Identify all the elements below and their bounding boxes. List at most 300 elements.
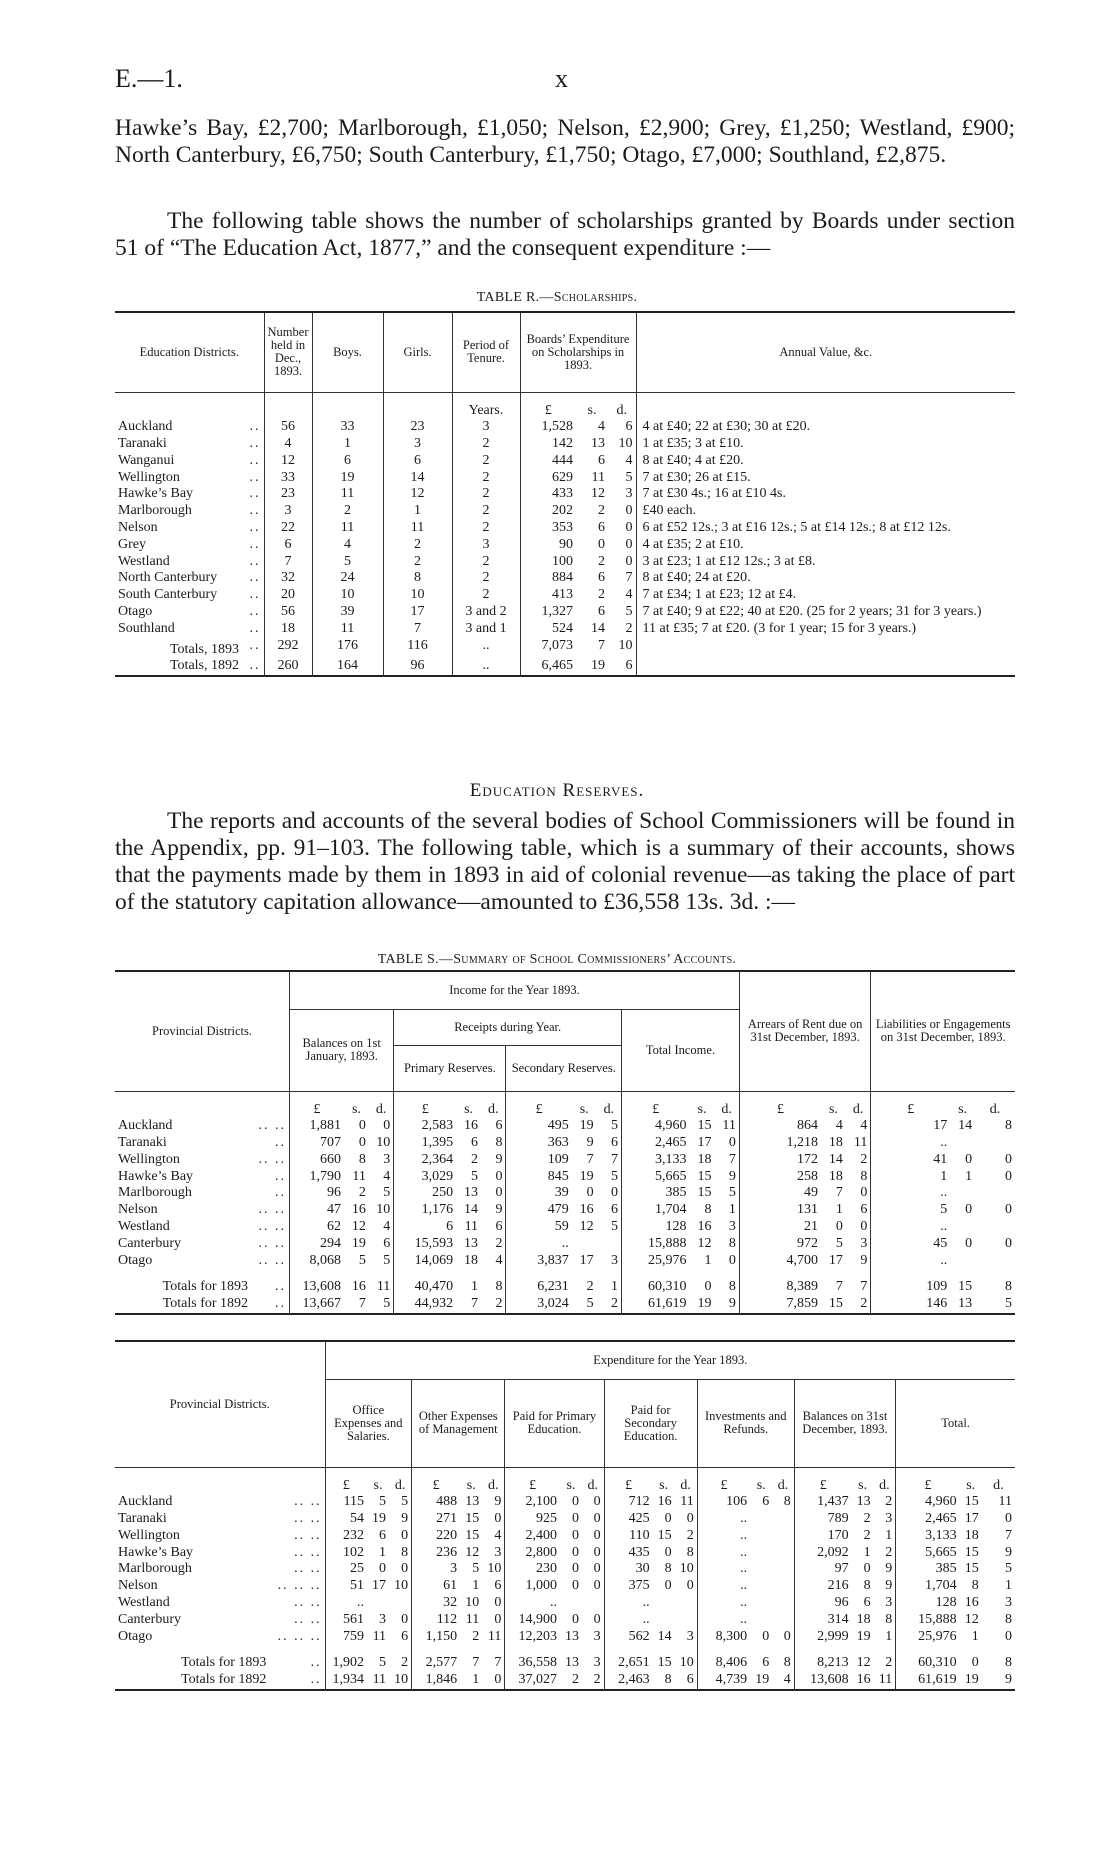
number-held: 3 xyxy=(264,503,312,520)
unit-shillings: s. xyxy=(566,1477,576,1493)
secondary-reserves-shillings: 12 xyxy=(579,1219,594,1235)
investments-pounds: .. xyxy=(740,1561,748,1577)
liabilities-pounds: 109 xyxy=(926,1279,948,1295)
paid-secondary-shillings: 0 xyxy=(664,1511,672,1527)
liabilities-pence: 0 xyxy=(1005,1151,1012,1167)
totals-label: Totals for 1893 xyxy=(162,1279,249,1295)
office-expenses-shillings: 17 xyxy=(372,1578,387,1594)
period-of-tenure: .. xyxy=(452,658,520,676)
investments-shillings xyxy=(750,1578,772,1595)
paid-primary-pence: 0 xyxy=(582,1578,604,1595)
number-held: 292 xyxy=(264,638,312,659)
district-row xyxy=(115,1545,1015,1562)
boys-count: 5 xyxy=(312,554,383,571)
totals-row xyxy=(115,1279,1015,1296)
annual-value: 8 at £40; 4 at £20. xyxy=(642,452,744,468)
investments-shillings xyxy=(750,1595,772,1612)
expenditure-shillings: 4 xyxy=(598,419,605,435)
unit-pounds: £ xyxy=(421,1101,429,1117)
paid-secondary-shillings: 15 xyxy=(657,1655,672,1671)
secondary-reserves-pounds: 845 xyxy=(547,1168,569,1184)
paid-primary-pounds: 2,800 xyxy=(525,1544,557,1560)
secondary-reserves-pounds: 3,024 xyxy=(537,1296,569,1312)
leader-dots: .. xyxy=(242,621,264,638)
header-other-expenses: Other Expenses of Management xyxy=(412,1379,505,1467)
primary-reserves-shillings: 5 xyxy=(471,1168,479,1184)
girls-count: 96 xyxy=(383,658,452,676)
paid-secondary-pounds: .. xyxy=(642,1595,650,1611)
unit-pence: d. xyxy=(874,1478,896,1495)
expenditure-shillings: 2 xyxy=(598,587,605,603)
balances-pence: 10 xyxy=(369,1202,394,1219)
expenditure-pounds: 100 xyxy=(552,553,573,569)
header-receipts-during-year: Receipts during Year. xyxy=(394,1009,622,1045)
paid-secondary-pence xyxy=(675,1595,698,1612)
secondary-reserves-shillings: 2 xyxy=(586,1279,594,1295)
unit-pence: d. xyxy=(582,1478,604,1495)
expenditure-shillings: 14 xyxy=(591,620,605,636)
period-of-tenure: 2 xyxy=(452,520,520,537)
district-row xyxy=(115,453,1015,470)
balances-pounds: 789 xyxy=(827,1511,849,1527)
paid-primary-pence: 2 xyxy=(582,1672,604,1690)
unit-pence: d. xyxy=(675,1478,698,1495)
primary-reserves-pounds: 1,395 xyxy=(421,1135,454,1151)
header-boards-expenditure: Boards’ Expenditure on Scholarships in 1893. xyxy=(520,312,636,392)
leader-dots: .. xyxy=(242,570,264,587)
arrears-pounds: 7,859 xyxy=(786,1296,818,1312)
paid-secondary-pence: 0 xyxy=(675,1511,698,1528)
table-s-caption-title: Summary of School Commissioners’ Accounts. xyxy=(453,952,737,967)
other-expenses-pounds: 32 xyxy=(443,1595,458,1611)
primary-reserves-pence: 9 xyxy=(481,1152,506,1169)
balances-pounds: 96 xyxy=(834,1595,849,1611)
total-income-shillings: 15 xyxy=(697,1168,712,1184)
paid-secondary-pounds: 2,463 xyxy=(618,1672,650,1688)
balances-pounds: 216 xyxy=(827,1578,849,1594)
period-of-tenure: 2 xyxy=(452,570,520,587)
secondary-reserves-shillings xyxy=(572,1236,597,1253)
total-pence: 11 xyxy=(998,1494,1012,1510)
unit-pence: d. xyxy=(369,1102,394,1119)
paid-secondary-pounds: 375 xyxy=(628,1578,650,1594)
liabilities-pounds: 45 xyxy=(933,1235,948,1251)
paid-secondary-shillings: 8 xyxy=(664,1561,672,1577)
unit-shillings: s. xyxy=(756,1477,766,1493)
investments-pence: 4 xyxy=(772,1672,794,1690)
leader-dots: .. xyxy=(251,1169,290,1186)
liabilities-shillings xyxy=(950,1185,975,1202)
district-row xyxy=(115,520,1015,537)
liabilities-pounds: .. xyxy=(940,1135,948,1151)
office-expenses-pounds: 1,934 xyxy=(332,1672,364,1688)
secondary-reserves-pence: 1 xyxy=(597,1279,622,1296)
annual-value: 1 at £35; 3 at £10. xyxy=(642,436,744,452)
annual-value xyxy=(636,658,1015,676)
number-held: 6 xyxy=(264,537,312,554)
district-row xyxy=(115,1219,1015,1236)
unit-pounds: £ xyxy=(625,1477,633,1493)
girls-count: 1 xyxy=(383,503,452,520)
paid-primary-pence: 0 xyxy=(582,1561,604,1578)
paid-primary-pounds: 1,000 xyxy=(525,1578,557,1594)
investments-shillings: 0 xyxy=(762,1628,770,1644)
district-name: Wellington xyxy=(118,1151,180,1167)
expenditure-shillings: 0 xyxy=(598,536,605,552)
balances-pounds: 13,608 xyxy=(302,1279,341,1295)
district-row xyxy=(115,570,1015,587)
header-expenditure-for-year: Expenditure for the Year 1893. xyxy=(325,1341,1015,1379)
total-income-pence: 7 xyxy=(714,1152,739,1169)
investments-pence xyxy=(772,1561,794,1578)
district-name: Nelson xyxy=(118,1578,158,1594)
district-name: Hawke’s Bay xyxy=(118,486,194,502)
balances-shillings: 2 xyxy=(358,1185,366,1201)
district-row xyxy=(115,554,1015,571)
total-income-pounds: 3,133 xyxy=(655,1151,687,1167)
balances-shillings: 16 xyxy=(351,1202,366,1218)
office-expenses-pence: 0 xyxy=(389,1612,412,1629)
unit-pounds: £ xyxy=(313,1101,321,1117)
other-expenses-pence: 0 xyxy=(482,1511,505,1528)
paid-secondary-shillings: 8 xyxy=(664,1672,672,1688)
total-income-shillings: 1 xyxy=(704,1252,712,1268)
total-income-pounds: 1,704 xyxy=(655,1202,687,1218)
other-expenses-pounds: 220 xyxy=(436,1527,458,1543)
paid-primary-pounds: 12,203 xyxy=(518,1628,557,1644)
liabilities-shillings: 0 xyxy=(965,1151,973,1167)
scholarship-paragraph: The following table shows the number of scholarships granted by Boards under section 51 of “The Education Act, 1877,” and the consequent expenditure :— xyxy=(115,208,1015,261)
arrears-pence: 11 xyxy=(846,1135,871,1152)
district-row xyxy=(115,1578,1015,1595)
paid-secondary-pence xyxy=(675,1612,698,1629)
leader-dots: .. xyxy=(251,1279,290,1296)
liabilities-pence xyxy=(975,1219,1015,1236)
balances-shillings: 8 xyxy=(358,1151,366,1167)
arrears-pence: 6 xyxy=(846,1202,871,1219)
district-row xyxy=(115,1629,1015,1646)
primary-reserves-shillings: 18 xyxy=(464,1252,479,1268)
liabilities-pounds: 1 xyxy=(940,1168,948,1184)
secondary-reserves-pence: 6 xyxy=(597,1135,622,1152)
expenditure-pounds: 202 xyxy=(552,503,573,519)
office-expenses-pounds: 51 xyxy=(350,1578,364,1594)
period-of-tenure: 2 xyxy=(452,453,520,470)
district-name: South Canterbury xyxy=(118,587,218,603)
paid-secondary-pence: 3 xyxy=(675,1629,698,1646)
balances-shillings: 0 xyxy=(358,1118,366,1134)
district-row xyxy=(115,436,1015,453)
total-shillings: 18 xyxy=(964,1527,979,1543)
girls-count: 2 xyxy=(383,537,452,554)
expenditure-pounds: 444 xyxy=(552,452,573,468)
other-expenses-pence: 6 xyxy=(482,1578,505,1595)
annual-value: 3 at £23; 1 at £12 12s.; 3 at £8. xyxy=(642,553,816,569)
paid-secondary-pounds: 435 xyxy=(628,1544,650,1560)
girls-count: 23 xyxy=(383,419,452,436)
office-expenses-shillings: 5 xyxy=(379,1655,387,1671)
unit-shillings: s. xyxy=(351,1101,361,1117)
total-pounds: 385 xyxy=(935,1561,957,1577)
expenditure-shillings: 6 xyxy=(598,452,605,468)
table-r-caption xyxy=(0,290,1114,306)
leader-dots: .. .. .. xyxy=(269,1629,325,1646)
liabilities-pounds: .. xyxy=(940,1185,948,1201)
total-income-pounds: 60,310 xyxy=(648,1279,687,1295)
unit-years: Years. xyxy=(452,403,520,420)
investments-pence: 8 xyxy=(772,1494,794,1511)
paid-primary-pounds: 230 xyxy=(535,1561,557,1577)
expenditure-pence: 0 xyxy=(608,537,636,554)
total-income-shillings: 17 xyxy=(697,1135,712,1151)
unit-pence: d. xyxy=(714,1102,739,1119)
period-of-tenure: 2 xyxy=(452,470,520,487)
paid-primary-shillings: 2 xyxy=(572,1672,580,1688)
balances-pounds: 314 xyxy=(827,1611,849,1627)
district-row xyxy=(115,1528,1015,1545)
balances-pounds: 13,608 xyxy=(810,1672,849,1688)
header-total: Total. xyxy=(896,1379,1015,1467)
district-name: Otago xyxy=(118,1252,153,1268)
number-held: 7 xyxy=(264,554,312,571)
balances-shillings: 16 xyxy=(856,1672,871,1688)
unit-pounds: £ xyxy=(776,1101,784,1117)
unit-shillings: s. xyxy=(828,1101,838,1117)
header-total-income: Total Income. xyxy=(622,1009,740,1091)
district-name: Nelson xyxy=(118,1202,158,1218)
investments-shillings: 6 xyxy=(762,1494,770,1510)
leader-dots: .. xyxy=(242,453,264,470)
other-expenses-pounds: 61 xyxy=(443,1578,458,1594)
liabilities-shillings: 13 xyxy=(958,1296,973,1312)
totals-row xyxy=(115,1296,1015,1314)
expenditure-pence: 0 xyxy=(608,554,636,571)
leader-dots: .. .. xyxy=(251,1253,290,1270)
other-expenses-pounds: 3 xyxy=(450,1561,458,1577)
district-name: Taranaki xyxy=(118,1511,167,1527)
paid-primary-pounds: .. xyxy=(549,1595,557,1611)
district-row xyxy=(115,1152,1015,1169)
girls-count: 116 xyxy=(383,638,452,659)
balances-shillings: 12 xyxy=(351,1219,366,1235)
page-number: x xyxy=(555,64,568,93)
district-name: Hawke’s Bay xyxy=(118,1168,194,1184)
unit-shillings: s. xyxy=(958,1101,968,1117)
arrears-shillings: 14 xyxy=(828,1151,843,1167)
total-income-pence: 0 xyxy=(714,1253,739,1270)
expenditure-shillings: 6 xyxy=(598,520,605,536)
liabilities-pence xyxy=(975,1135,1015,1152)
primary-reserves-pence: 8 xyxy=(481,1135,506,1152)
header-liabilities: Liabilities or Engagements on 31st December, 1893. xyxy=(871,971,1015,1091)
unit-pence: d. xyxy=(608,403,636,420)
girls-count: 8 xyxy=(383,570,452,587)
expenditure-pence: 4 xyxy=(608,587,636,604)
balances-pounds: 8,213 xyxy=(817,1655,849,1671)
balances-pounds: 97 xyxy=(834,1561,849,1577)
liabilities-pence: 8 xyxy=(1005,1279,1012,1295)
other-expenses-pounds: 1,846 xyxy=(425,1672,458,1688)
liabilities-pence: 5 xyxy=(1005,1296,1012,1312)
total-pounds: 60,310 xyxy=(918,1655,957,1671)
header-balances-1st-january: Balances on 1st January, 1893. xyxy=(290,1009,394,1091)
paid-secondary-pence: 10 xyxy=(675,1655,698,1672)
secondary-reserves-pounds: 479 xyxy=(547,1202,569,1218)
district-row xyxy=(115,1595,1015,1612)
paid-secondary-shillings: 14 xyxy=(657,1628,672,1644)
office-expenses-shillings xyxy=(367,1595,389,1612)
total-income-pence: 9 xyxy=(714,1296,739,1314)
number-held: 33 xyxy=(264,470,312,487)
boys-count: 2 xyxy=(312,503,383,520)
unit-pence: d. xyxy=(993,1477,1004,1493)
balances-shillings: 0 xyxy=(358,1135,366,1151)
total-income-pounds: 128 xyxy=(665,1219,687,1235)
primary-reserves-pounds: 2,583 xyxy=(421,1118,454,1134)
leader-dots: .. xyxy=(269,1655,325,1672)
girls-count: 17 xyxy=(383,604,452,621)
district-name: Auckland xyxy=(118,1118,173,1134)
other-expenses-shillings: 15 xyxy=(465,1511,480,1527)
number-held: 23 xyxy=(264,486,312,503)
balances-pence: 3 xyxy=(369,1152,394,1169)
primary-reserves-pounds: 3,029 xyxy=(421,1168,454,1184)
total-shillings: 16 xyxy=(964,1595,979,1611)
secondary-reserves-shillings: 5 xyxy=(586,1296,594,1312)
leader-dots: .. .. xyxy=(269,1595,325,1612)
total-income-pounds: 2,465 xyxy=(655,1135,687,1151)
total-pence: 5 xyxy=(1005,1561,1012,1577)
total-shillings: 1 xyxy=(971,1628,979,1644)
unit-shillings: s. xyxy=(659,1477,669,1493)
investments-pounds: .. xyxy=(740,1578,748,1594)
secondary-reserves-pence: 3 xyxy=(597,1253,622,1270)
girls-count: 3 xyxy=(383,436,452,453)
arrears-pounds: 864 xyxy=(797,1118,818,1134)
liabilities-shillings: 15 xyxy=(958,1279,973,1295)
number-held: 20 xyxy=(264,587,312,604)
arrears-shillings: 4 xyxy=(835,1118,843,1134)
leader-dots: .. .. xyxy=(269,1528,325,1545)
balances-pence: 9 xyxy=(874,1561,896,1578)
boys-count: 19 xyxy=(312,470,383,487)
primary-reserves-shillings: 7 xyxy=(471,1296,479,1312)
total-shillings: 15 xyxy=(964,1494,979,1510)
primary-reserves-pence: 6 xyxy=(481,1118,506,1135)
annual-value: 4 at £40; 22 at £30; 30 at £20. xyxy=(642,419,811,435)
secondary-reserves-shillings: 17 xyxy=(579,1252,594,1268)
income-table xyxy=(115,970,1015,1315)
units-row xyxy=(115,403,1015,420)
other-expenses-shillings: 15 xyxy=(465,1527,480,1543)
boys-count: 4 xyxy=(312,537,383,554)
liabilities-shillings: 0 xyxy=(965,1235,973,1251)
balances-pence: 4 xyxy=(369,1169,394,1186)
annual-value: 4 at £35; 2 at £10. xyxy=(642,536,744,552)
district-name: Canterbury xyxy=(118,1611,181,1627)
secondary-reserves-pounds: 495 xyxy=(547,1118,569,1134)
header-primary-reserves: Primary Reserves. xyxy=(394,1045,506,1091)
arrears-pounds: 49 xyxy=(804,1185,818,1201)
girls-count: 14 xyxy=(383,470,452,487)
balances-pence: 2 xyxy=(874,1655,896,1672)
total-shillings: 8 xyxy=(971,1578,979,1594)
expenditure-pounds: 353 xyxy=(552,520,573,536)
district-row xyxy=(115,503,1015,520)
total-pounds: 128 xyxy=(935,1595,957,1611)
arrears-shillings: 0 xyxy=(835,1219,843,1235)
district-name: Otago xyxy=(118,1628,153,1644)
period-of-tenure: 3 and 1 xyxy=(452,621,520,638)
total-pounds: 1,704 xyxy=(925,1578,957,1594)
balances-pounds: 1,881 xyxy=(309,1118,341,1134)
arrears-shillings: 18 xyxy=(828,1135,843,1151)
other-expenses-shillings: 1 xyxy=(472,1672,480,1688)
leader-dots: .. xyxy=(242,503,264,520)
units-row xyxy=(115,1478,1015,1495)
balances-pence: 4 xyxy=(369,1219,394,1236)
expenditure-pounds: 1,528 xyxy=(541,419,573,435)
primary-reserves-pounds: 250 xyxy=(432,1185,454,1201)
primary-reserves-shillings: 13 xyxy=(464,1185,479,1201)
district-name: North Canterbury xyxy=(118,570,218,586)
office-expenses-pence: 9 xyxy=(389,1511,412,1528)
leader-dots: .. xyxy=(242,604,264,621)
balances-pence: 11 xyxy=(369,1279,394,1296)
district-name: Nelson xyxy=(118,520,158,536)
primary-reserves-pence: 0 xyxy=(481,1169,506,1186)
investments-pounds: 8,406 xyxy=(715,1655,748,1671)
secondary-reserves-shillings: 16 xyxy=(579,1202,594,1218)
primary-reserves-pounds: 15,593 xyxy=(414,1235,454,1251)
paid-secondary-pounds: 425 xyxy=(628,1511,650,1527)
paid-primary-shillings: 0 xyxy=(572,1527,580,1543)
liabilities-pence xyxy=(975,1185,1015,1202)
header-secondary-reserves: Secondary Reserves. xyxy=(506,1045,622,1091)
investments-shillings xyxy=(750,1511,772,1528)
investments-pence: 8 xyxy=(772,1655,794,1672)
unit-pounds: £ xyxy=(720,1477,728,1493)
secondary-reserves-pence: 5 xyxy=(597,1169,622,1186)
balances-pence: 2 xyxy=(874,1545,896,1562)
header-education-districts: Education Districts. xyxy=(115,312,264,392)
liabilities-pounds: .. xyxy=(940,1252,948,1268)
liabilities-shillings: 14 xyxy=(958,1118,973,1134)
unit-pounds: £ xyxy=(652,1101,660,1117)
liabilities-pence: 8 xyxy=(1005,1118,1012,1134)
district-row xyxy=(115,587,1015,604)
unit-pence: d. xyxy=(481,1102,506,1119)
balances-pounds: 96 xyxy=(326,1185,341,1201)
district-row xyxy=(115,1494,1015,1511)
expenditure-pounds: 433 xyxy=(552,486,573,502)
secondary-reserves-shillings: 0 xyxy=(586,1185,594,1201)
unit-pence: d. xyxy=(597,1102,622,1119)
total-pence: 0 xyxy=(1005,1628,1012,1644)
expenditure-pence: 2 xyxy=(608,621,636,638)
secondary-reserves-pence: 6 xyxy=(597,1202,622,1219)
other-expenses-shillings: 10 xyxy=(465,1595,480,1611)
unit-shillings: s. xyxy=(373,1477,383,1493)
units-row xyxy=(115,1102,1015,1119)
balances-pence: 0 xyxy=(369,1118,394,1135)
balances-pence: 1 xyxy=(874,1629,896,1646)
other-expenses-pounds: 271 xyxy=(436,1511,458,1527)
other-expenses-pence: 9 xyxy=(482,1494,505,1511)
unit-shillings: s. xyxy=(464,1101,474,1117)
leader-dots: .. xyxy=(251,1135,290,1152)
total-income-pence: 5 xyxy=(714,1185,739,1202)
